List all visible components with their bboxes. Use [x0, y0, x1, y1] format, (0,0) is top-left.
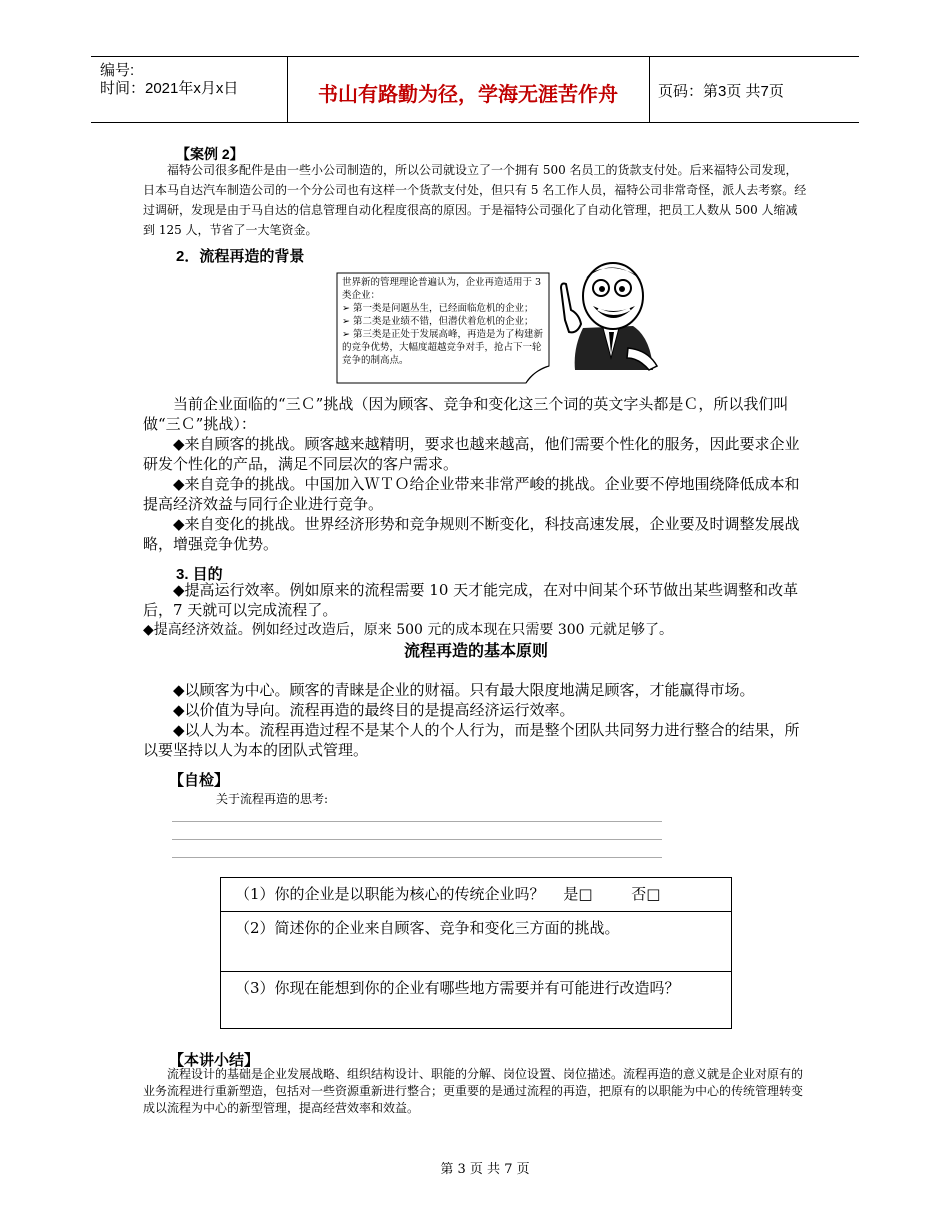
principle-2: ◆以价值为导向。流程再造的最终目的是提高经济运行效率。	[173, 701, 575, 719]
question-2: （2）简述你的企业来自顾客、竞争和变化三方面的挑战。	[235, 919, 620, 937]
cartoon-man-illustration	[553, 258, 663, 373]
header-motto: 书山有路勤为径，学海无涯苦作舟	[318, 82, 618, 106]
selfcheck-prompt: 关于流程再造的思考:	[216, 792, 329, 806]
summary-text: 流程设计的基础是企业发展战略、组织结构设计、职能的分解、岗位设置、岗位描述。流程再造的意义就是企业对原有的业务流程进行重新塑造，包括对一些资源重新进行整合；更重要的是通过流程的再造，把原有的以职能为中心的传统管理转变成以流程为中心的新型管理，提高经营效率和效益。	[143, 1067, 804, 1115]
header-page: 页码：第3页 共7页	[658, 83, 784, 100]
section3-heading: 3. 目的	[176, 566, 223, 583]
question-table	[220, 877, 732, 1029]
no-checkbox[interactable]: 否□	[631, 885, 661, 903]
answer-line-3[interactable]	[172, 857, 662, 858]
section2-bullet-1: ◆来自顾客的挑战。顾客越来越精明，要求也越来越高，他们需要个性化的服务，因此要求企业研发个性化的产品，满足不同层次的客户需求。	[143, 435, 800, 473]
header-number: 编号:	[100, 62, 135, 79]
principle-3: ◆以人为本。流程再造过程不是某个人的个人行为，而是整个团队共同努力进行整合的结果，所以要坚持以人为本的团队式管理。	[143, 721, 800, 759]
section3-bullet-2: ◆提高经济效益。例如经过改造后，原来 500 元的成本现在只需要 300 元就足够了。	[143, 622, 674, 638]
section2-intro: 当前企业面临的“三Ｃ”挑战（因为顾客、竞争和变化这三个词的英文字头都是Ｃ，所以我们叫做“三Ｃ”挑战）：	[143, 395, 789, 433]
header-top-rule	[91, 56, 859, 57]
answer-line-1[interactable]	[172, 821, 662, 822]
note-bullet-icon: ➢	[342, 316, 350, 327]
note-item-2: ➢ 第二类是业绩不错，但潜伏着危机的企业；	[342, 316, 534, 327]
principles-title: 流程再造的基本原则	[403, 643, 548, 660]
note-card	[336, 272, 550, 384]
section3-bullet-1: ◆提高运行效率。例如原来的流程需要 10 天才能完成，在对中间某个环节做出某些调整和改革后，7 天就可以完成流程了。	[143, 581, 799, 619]
answer-line-2[interactable]	[172, 839, 662, 840]
question-row-3[interactable]	[221, 972, 731, 1028]
question-row-2[interactable]	[221, 912, 731, 972]
header-divider-2	[649, 56, 650, 122]
case-title: 【案例 2】	[176, 146, 244, 162]
section2-bullet-2: ◆来自竞争的挑战。中国加入ＷＴＯ给企业带来非常严峻的挑战。企业要不停地围绕降低成本和提高经济效益与同行企业进行竞争。	[143, 475, 800, 513]
header-divider-1	[287, 56, 288, 122]
yes-checkbox[interactable]: 是□	[563, 885, 593, 903]
summary-title: 【本讲小结】	[169, 1052, 260, 1069]
note-item-3: ➢ 第三类是正处于发展高峰，再造是为了构建新的竞争优势，大幅度超越竞争对手，抢占下一轮竞争的制高点。	[342, 329, 544, 366]
footer-page-number: 第 3 页 共 7 页	[440, 1162, 530, 1177]
case-text: 福特公司很多配件是由一些小公司制造的，所以公司就设立了一个拥有 500 名员工的货款支付处。后来福特公司发现，日本马自达汽车制造公司的一个分公司也有这样一个货款支付处，但只有 5 名工作人员，福特公司非常奇怪，派人去考察。经过调研，发现是由于马自达的信息管理自动化程度很高的原因。于是福特公司强化了自动化管理，把员工人数从 500 人缩减到 125 人，节省了一大笔资金。	[143, 163, 807, 237]
note-bullet-icon: ➢	[342, 303, 350, 314]
header-time: 时间：2021年x月x日	[100, 80, 239, 97]
section2-heading: 2．流程再造的背景	[176, 248, 305, 265]
selfcheck-title: 【自检】	[169, 772, 230, 789]
note-bullet-icon: ➢	[342, 329, 350, 340]
question-3: （3）你现在能想到你的企业有哪些地方需要并有可能进行改造吗？	[235, 979, 680, 997]
section2-bullet-3: ◆来自变化的挑战。世界经济形势和竞争规则不断变化，科技高速发展，企业要及时调整发展战略，增强竞争优势。	[143, 515, 800, 553]
header-bottom-rule	[91, 122, 859, 123]
question-row-1	[221, 878, 731, 912]
note-intro: 世界新的管理理论普遍认为，企业再造适用于 3 类企业：	[342, 277, 542, 301]
question-1: （1）你的企业是以职能为核心的传统企业吗？	[235, 885, 545, 903]
note-item-1: ➢ 第一类是问题丛生，已经面临危机的企业；	[342, 303, 534, 314]
principle-1: ◆以顾客为中心。顾客的青睐是企业的财福。只有最大限度地满足顾客，才能赢得市场。	[173, 681, 755, 699]
